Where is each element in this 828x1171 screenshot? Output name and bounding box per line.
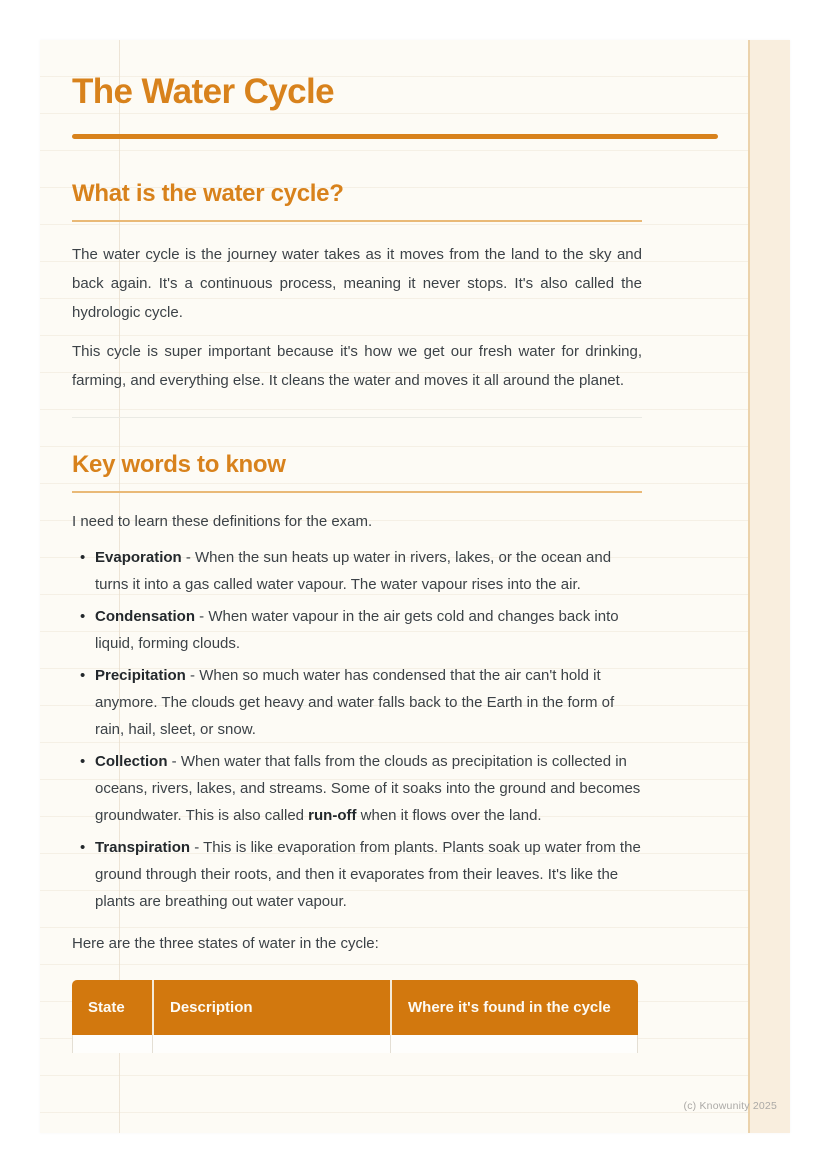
table-cell — [390, 1035, 638, 1053]
list-item-collection — [95, 748, 644, 829]
list-item-evaporation — [95, 544, 644, 598]
states-table — [72, 980, 638, 1053]
title-rule — [72, 134, 718, 139]
list-item-precipitation — [95, 662, 644, 743]
table-cell — [72, 1035, 152, 1053]
keyword-definition-tail: when it flows over the land. — [356, 807, 542, 824]
keyword-term: Transpiration — [95, 839, 191, 856]
paragraph-what-1: The water cycle is the journey water takes as it moves from the land to the sky and back again. It's a continuous process, meaning it never stops. It's also called the hydrologic cycle. — [72, 246, 642, 321]
keyword-bold-word: run-off — [308, 807, 357, 824]
document-page — [40, 40, 790, 1133]
keyword-definition: - When water that falls from the clouds as precipitation is collected in oceans, rivers, lakes, and streams. Some of it soaks into the ground and becomes groundwater. This is also called — [95, 753, 641, 824]
watermark: (c) Knowunity 2025 — [683, 1100, 777, 1112]
column-header-where-found: Where it's found in the cycle — [390, 980, 638, 1035]
page-title: The Water Cycle — [72, 72, 335, 111]
column-header-description: Description — [152, 980, 390, 1035]
keyword-term: Precipitation — [95, 667, 186, 684]
column-header-state: State — [88, 999, 125, 1016]
keyword-definition: - When the sun heats up water in rivers, lakes, or the ocean and turns it into a gas called water vapour. The water vapour rises into the air. — [95, 549, 612, 593]
document-content — [72, 40, 718, 1053]
section-divider — [72, 417, 642, 418]
heading-rule-keywords — [72, 491, 642, 493]
heading-rule-what — [72, 220, 642, 222]
keyword-definition: - When water vapour in the air gets cold and changes back into liquid, forming clouds. — [95, 608, 619, 652]
section-heading-what: What is the water cycle? — [72, 180, 344, 207]
keyword-definition: - This is like evaporation from plants. Plants soak up water from the ground through their roots, and then it evaporates from their leaves. It's like the plants are breathing out water vapour. — [95, 839, 641, 910]
page-edge-strip — [748, 40, 790, 1133]
keyword-term: Condensation — [95, 608, 195, 625]
keywords-list — [72, 544, 644, 915]
table-header-row — [72, 980, 638, 1035]
keyword-term: Evaporation — [95, 549, 182, 566]
keyword-definition: - When so much water has condensed that the air can't hold it anymore. The clouds get heavy and water falls back to the Earth in the form of rain, hail, sleet, or snow. — [95, 667, 615, 738]
paragraph-what-2: This cycle is super important because it's how we get our fresh water for drinking, farming, and everything else. It cleans the water and moves it all around the planet. — [72, 343, 642, 389]
section-heading-keywords: Key words to know — [72, 451, 286, 478]
list-item-condensation — [95, 603, 644, 657]
keywords-intro: I need to learn these definitions for the exam. — [72, 513, 373, 530]
table-cell — [152, 1035, 390, 1053]
states-intro: Here are the three states of water in the cycle: — [72, 935, 379, 952]
table-row-partial — [72, 1035, 638, 1053]
list-item-transpiration — [95, 834, 644, 915]
keyword-term: Collection — [95, 753, 168, 770]
